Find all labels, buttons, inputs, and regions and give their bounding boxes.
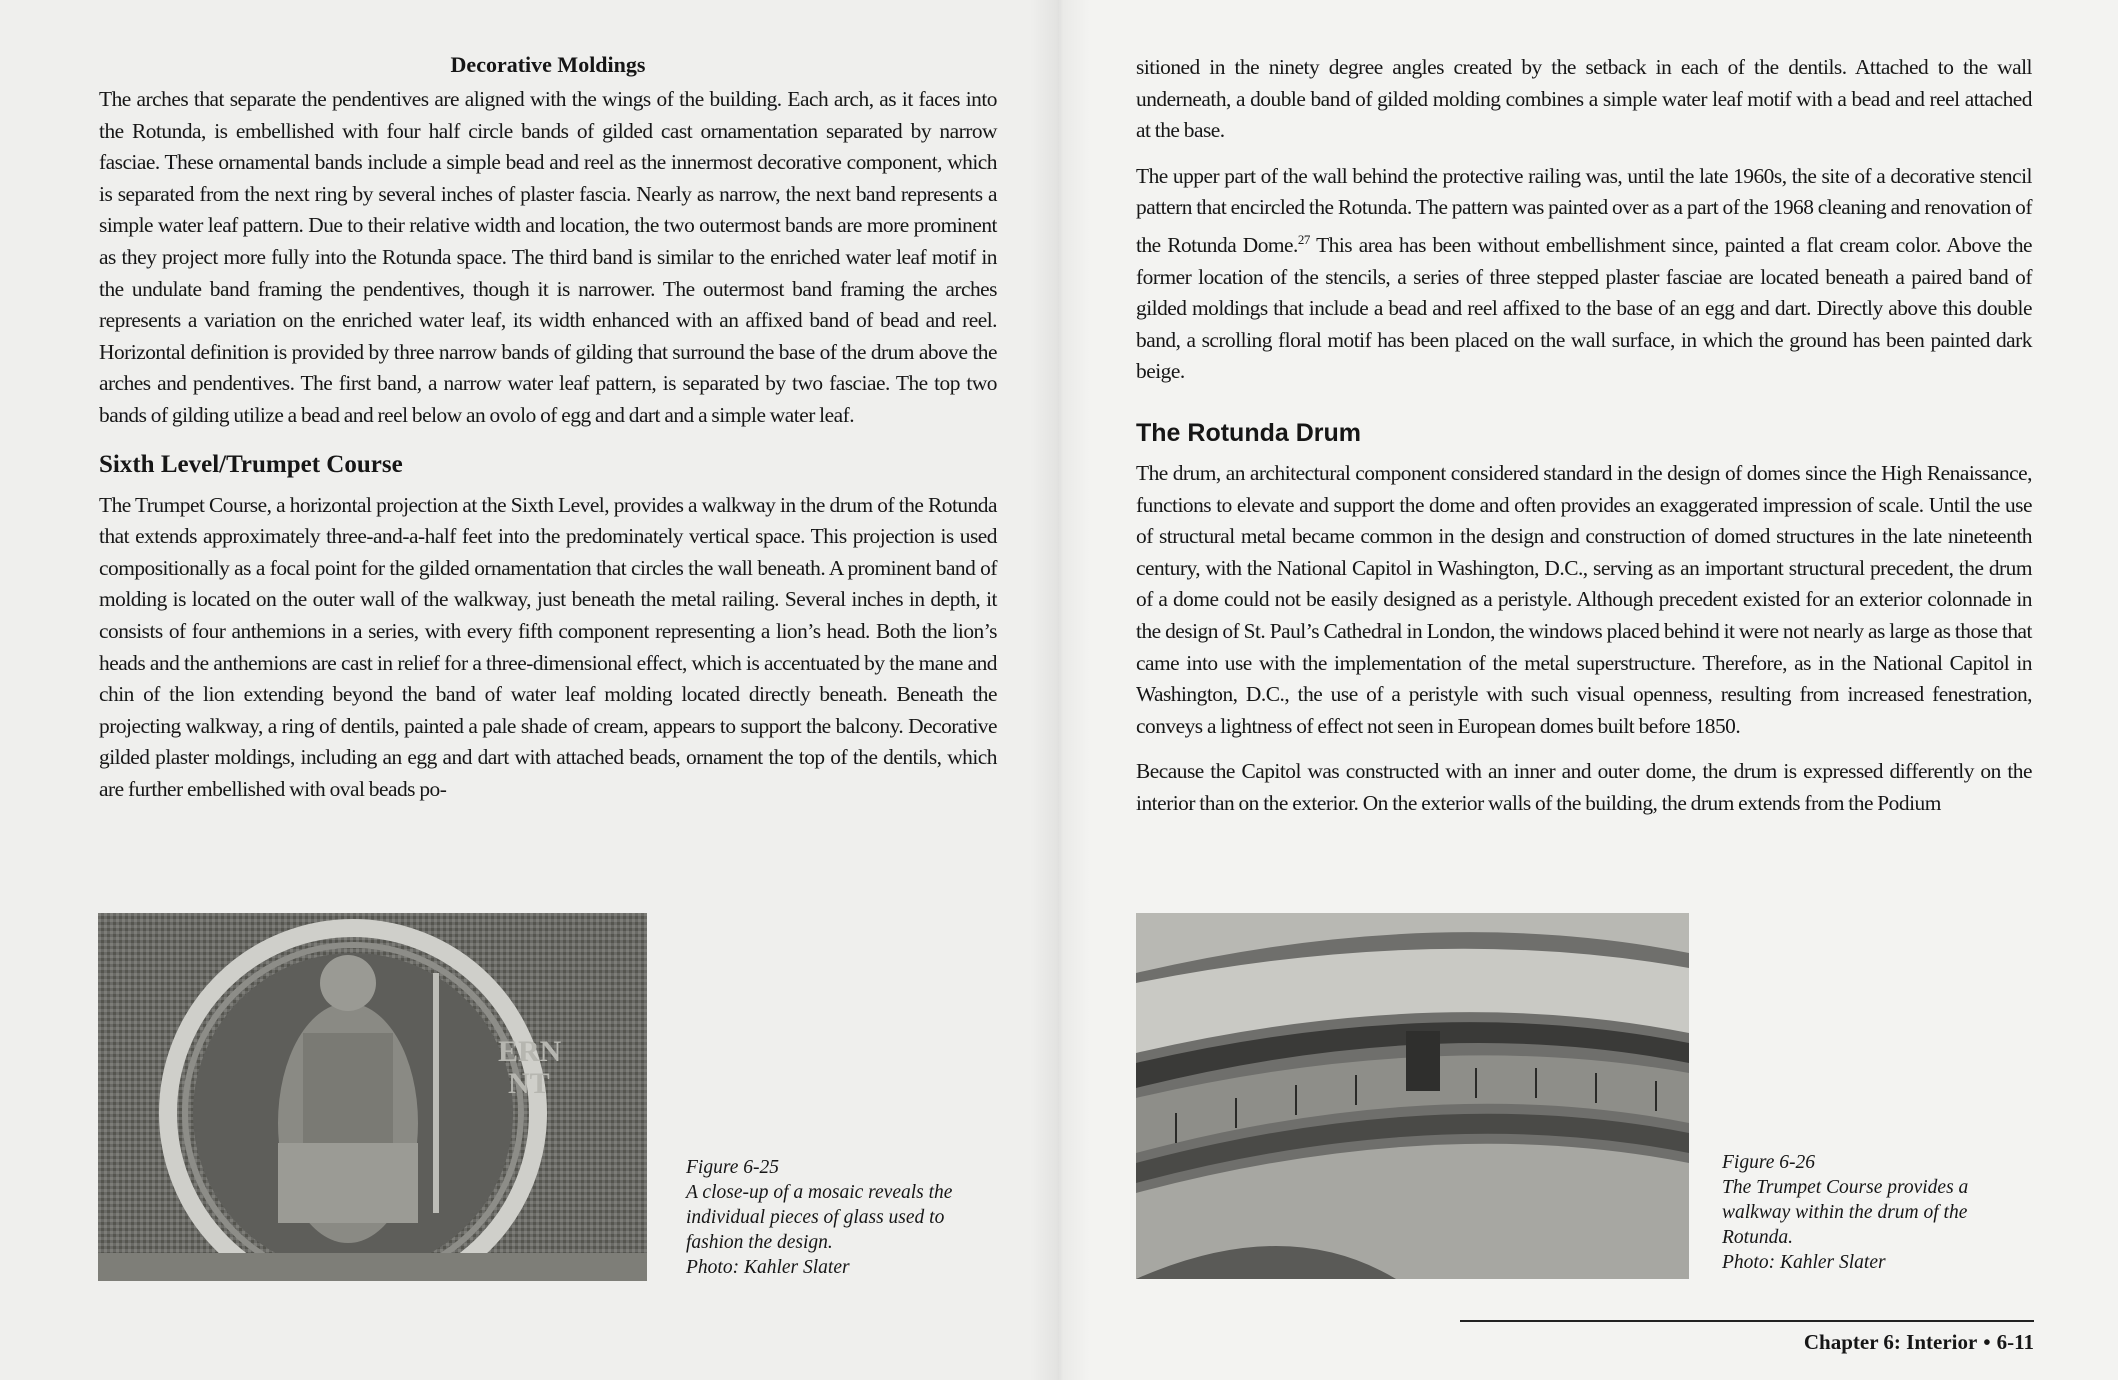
figure-number: Figure 6-26	[1722, 1152, 1815, 1173]
mosaic-image	[98, 913, 647, 1281]
photo-credit: Photo: Kahler Slater	[686, 1257, 850, 1278]
figure-6-25-caption	[686, 1155, 996, 1280]
paragraph-stencil	[1136, 161, 2032, 388]
figure-6-26-caption	[1722, 1150, 2008, 1275]
right-text-column	[1136, 52, 2032, 834]
svg-text:ERN: ERN	[498, 1035, 562, 1068]
caption-line: Rotunda.	[1722, 1227, 1793, 1248]
heading-rotunda-drum: The Rotunda Drum	[1136, 419, 1361, 448]
paragraph-decorative-moldings: The arches that separate the pendentives are aligned with the wings of the building. Each arch, as it faces into the Rotunda, is embellished with four half circle bands of gilded cast ornamentation separated by narrow fasciae. These ornamental bands include a simple bead and reel as the innermost decorative component, which is separated from the next ring by several inches of plaster fascia. Nearly as narrow, the next band represents a simple water leaf pattern. Due to their relative width and location, the two outermost bands are more prominent as they project more fully into the Rotunda space. The third band is similar to the enriched water leaf motif in the undulate band framing the pendentives, though it is narrower. The outermost band framing the arches represents a variation on the enriched water leaf, its width enhanced with an affixed band of bead and reel. Horizontal definition is provided by three narrow bands of gilding that surround the base of the drum above the arches and pendentives. The first band, a narrow water leaf pattern, is separated by two fasciae. The top two bands of gilding utilize a bead and reel below an ovolo of egg and dart and a simple water leaf.	[99, 87, 997, 427]
caption-line: fashion the design.	[686, 1232, 833, 1253]
stencil-text-a: The upper part of the wall behind the protective railing was, until the late 1960s, the site of a decorative stencil pattern that encircled the Rotunda. The pattern was painted over as a part of the 1968 cleaning and renovation of the Rotunda Dome.	[1136, 163, 2032, 258]
stencil-text-b: This area has been without embellishment since, painted a flat cream color. Above the former location of the stencils, a series of three stepped plaster fasciae are located beneath a paired band of gilded moldings that include a bead and reel affixed to the base of an egg and dart. Directly above this double band, a scrolling floral motif has been placed on the wall surface, in which the ground has been painted dark beige.	[1136, 233, 2033, 384]
photo-credit: Photo: Kahler Slater	[1722, 1252, 1886, 1273]
footer-rule	[1460, 1320, 2034, 1322]
caption-line: individual pieces of glass used to	[686, 1207, 945, 1228]
rotunda-photo	[1136, 913, 1689, 1279]
paragraph-continued: sitioned in the ninety degree angles created by the setback in each of the dentils. Attached to the wall underneath, a double band of gilded molding combines a simple water leaf motif with a bead and reel attached at the base.	[1136, 55, 2032, 143]
mosaic-photo	[98, 913, 647, 1281]
footnote-ref: 27	[1297, 231, 1310, 247]
page-footer	[1804, 1330, 2034, 1355]
page-gutter	[1030, 0, 1090, 1380]
paragraph-drum: The drum, an architectural component considered standard in the design of domes since the High Renaissance, functions to elevate and support the dome and often provides an exaggerated impression of scale. Until the use of structural metal became common in the design and construction of domed structures in the late nineteenth century, with the National Capitol in Washington, D.C., serving as an important structural precedent, the drum of a dome could not be easily designed as a peristyle. Although precedent existed for an exterior colonnade in the design of St. Paul’s Cathedral in London, the windows placed behind it were not nearly as large as those that came into use with the implementation of the metal superstructure. Therefore, as in the National Capitol in Washington, D.C., the use of a peristyle with such visual openness, resulting from increased fenestration, conveys a lightness of effect not seen in European domes built before 1850.	[1136, 461, 2032, 738]
footer-chapter: Chapter 6: Interior	[1803, 1330, 1978, 1354]
footer-page-number: 6-11	[1996, 1330, 2034, 1354]
subhead-decorative-moldings: Decorative Moldings	[450, 52, 646, 77]
caption-line: walkway within the drum of the	[1722, 1202, 1968, 1223]
rotunda-image	[1136, 913, 1689, 1279]
footer-bullet: •	[1983, 1330, 1991, 1354]
svg-text:NT: NT	[508, 1067, 550, 1100]
figure-number: Figure 6-25	[686, 1157, 779, 1178]
paragraph-inner-outer-dome: Because the Capitol was constructed with an inner and outer dome, the drum is expressed differently on the interior than on the exterior. On the exterior walls of the building, the drum extends from the Podium	[1136, 759, 2032, 815]
caption-line: The Trumpet Course provides a	[1722, 1177, 1969, 1198]
paragraph-trumpet-course: The Trumpet Course, a horizontal projection at the Sixth Level, provides a walkway in the drum of the Rotunda that extends approximately three-and-a-half feet into the predominately vertical space. This projection is used compositionally as a focal point for the gilded ornamentation that circles the wall beneath. A prominent band of molding is located on the outer wall of the walkway, just beneath the metal railing. Several inches in depth, it consists of four anthemions in a series, with every fifth component representing a lion’s head. Both the lion’s heads and the anthemions are cast in relief for a three-dimensional effect, which is accentuated by the mane and chin of the lion extending beyond the band of water leaf molding located directly beneath. Beneath the projecting walkway, a ring of dentils, painted a pale shade of cream, appears to support the balcony. Decorative gilded plaster moldings, including an egg and dart with attached beads, ornament the top of the dentils, which are further embellished with oval beads po-	[99, 492, 997, 801]
heading-sixth-level: Sixth Level/Trumpet Course	[99, 450, 403, 478]
caption-line: A close-up of a mosaic reveals the	[686, 1182, 953, 1203]
left-text-column	[99, 52, 997, 819]
